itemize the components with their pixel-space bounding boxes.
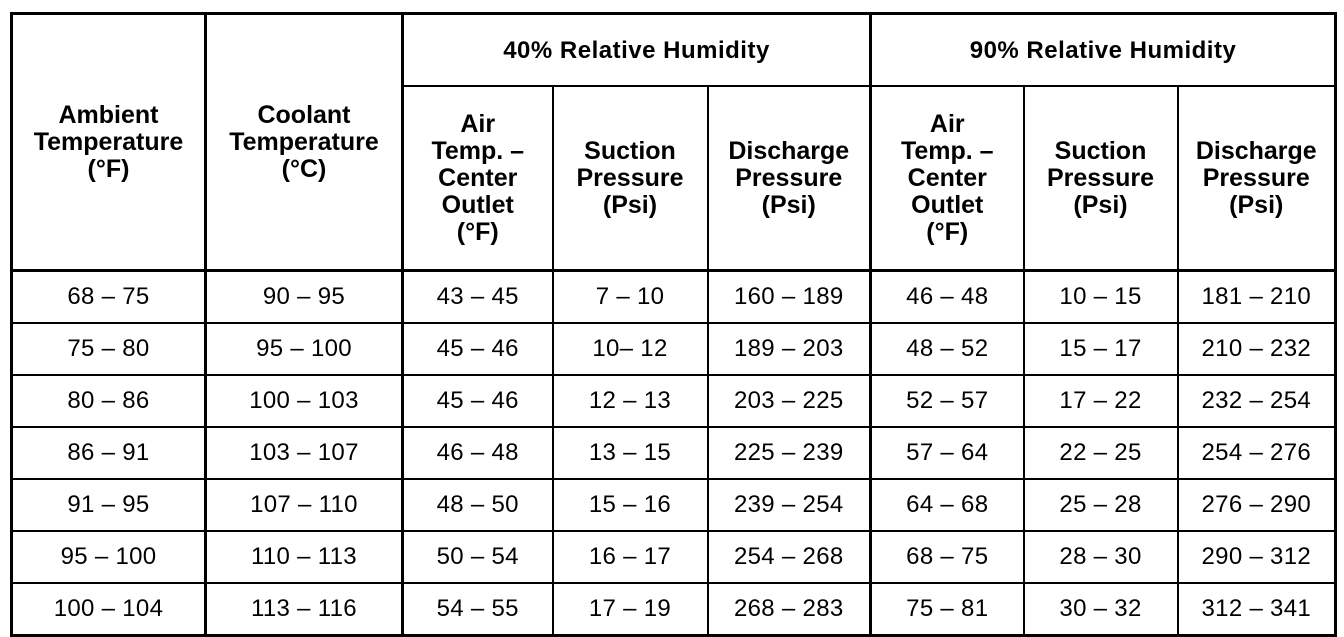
suction-40-cell: 17 – 19: [553, 583, 708, 636]
air-temp-40-cell: 54 – 55: [403, 583, 553, 636]
discharge-90-cell: 312 – 341: [1178, 583, 1336, 636]
discharge-90-cell: 210 – 232: [1178, 323, 1336, 375]
discharge-40-cell: 189 – 203: [708, 323, 871, 375]
ambient-cell: 100 – 104: [12, 583, 206, 636]
coolant-cell: 103 – 107: [206, 427, 403, 479]
ac-performance-table: [10, 12, 1337, 637]
table-row: [12, 531, 1336, 583]
discharge-90-cell: 290 – 312: [1178, 531, 1336, 583]
air-temp-90-cell: 46 – 48: [871, 271, 1024, 324]
table-row: [12, 375, 1336, 427]
suction-90-cell: 17 – 22: [1024, 375, 1178, 427]
suction-40-cell: 16 – 17: [553, 531, 708, 583]
discharge-40-cell: 239 – 254: [708, 479, 871, 531]
air-temp-40-cell: 45 – 46: [403, 375, 553, 427]
air-temp-90-cell: 75 – 81: [871, 583, 1024, 636]
coolant-cell: 90 – 95: [206, 271, 403, 324]
suction-40-cell: 12 – 13: [553, 375, 708, 427]
discharge-90-cell: 276 – 290: [1178, 479, 1336, 531]
discharge-40-cell: 225 – 239: [708, 427, 871, 479]
suction-90-cell: 25 – 28: [1024, 479, 1178, 531]
table-row: [12, 323, 1336, 375]
suction-90-cell: 28 – 30: [1024, 531, 1178, 583]
ambient-cell: 86 – 91: [12, 427, 206, 479]
suction-40-cell: 10– 12: [553, 323, 708, 375]
ambient-cell: 68 – 75: [12, 271, 206, 324]
discharge-pressure-40-header: Discharge Pressure (Psi): [708, 86, 871, 271]
ambient-cell: 95 – 100: [12, 531, 206, 583]
air-temp-40-header: Air Temp. – Center Outlet (°F): [403, 86, 553, 271]
air-temp-40-cell: 46 – 48: [403, 427, 553, 479]
table-row: [12, 271, 1336, 324]
air-temp-40-cell: 45 – 46: [403, 323, 553, 375]
air-temp-90-header: Air Temp. – Center Outlet (°F): [871, 86, 1024, 271]
discharge-90-cell: 254 – 276: [1178, 427, 1336, 479]
coolant-cell: 95 – 100: [206, 323, 403, 375]
table-row: [12, 583, 1336, 636]
discharge-90-cell: 232 – 254: [1178, 375, 1336, 427]
suction-40-cell: 15 – 16: [553, 479, 708, 531]
ambient-temperature-header: Ambient Temperature (°F): [12, 14, 206, 271]
suction-90-cell: 15 – 17: [1024, 323, 1178, 375]
discharge-90-cell: 181 – 210: [1178, 271, 1336, 324]
suction-90-cell: 10 – 15: [1024, 271, 1178, 324]
suction-40-cell: 13 – 15: [553, 427, 708, 479]
coolant-temperature-header: Coolant Temperature (°C): [206, 14, 403, 271]
table-row: [12, 427, 1336, 479]
humidity-40-header: 40% Relative Humidity: [403, 14, 871, 87]
suction-90-cell: 22 – 25: [1024, 427, 1178, 479]
ambient-cell: 75 – 80: [12, 323, 206, 375]
air-temp-40-cell: 50 – 54: [403, 531, 553, 583]
suction-90-cell: 30 – 32: [1024, 583, 1178, 636]
ambient-cell: 91 – 95: [12, 479, 206, 531]
humidity-90-header: 90% Relative Humidity: [871, 14, 1336, 87]
table-row: [12, 479, 1336, 531]
suction-pressure-90-header: Suction Pressure (Psi): [1024, 86, 1178, 271]
ambient-cell: 80 – 86: [12, 375, 206, 427]
coolant-cell: 100 – 103: [206, 375, 403, 427]
suction-40-cell: 7 – 10: [553, 271, 708, 324]
discharge-40-cell: 160 – 189: [708, 271, 871, 324]
discharge-40-cell: 254 – 268: [708, 531, 871, 583]
air-temp-40-cell: 48 – 50: [403, 479, 553, 531]
coolant-cell: 110 – 113: [206, 531, 403, 583]
air-temp-90-cell: 48 – 52: [871, 323, 1024, 375]
air-temp-40-cell: 43 – 45: [403, 271, 553, 324]
air-temp-90-cell: 68 – 75: [871, 531, 1024, 583]
air-temp-90-cell: 52 – 57: [871, 375, 1024, 427]
coolant-cell: 113 – 116: [206, 583, 403, 636]
discharge-40-cell: 268 – 283: [708, 583, 871, 636]
air-temp-90-cell: 57 – 64: [871, 427, 1024, 479]
discharge-pressure-90-header: Discharge Pressure (Psi): [1178, 86, 1336, 271]
suction-pressure-40-header: Suction Pressure (Psi): [553, 86, 708, 271]
air-temp-90-cell: 64 – 68: [871, 479, 1024, 531]
discharge-40-cell: 203 – 225: [708, 375, 871, 427]
coolant-cell: 107 – 110: [206, 479, 403, 531]
